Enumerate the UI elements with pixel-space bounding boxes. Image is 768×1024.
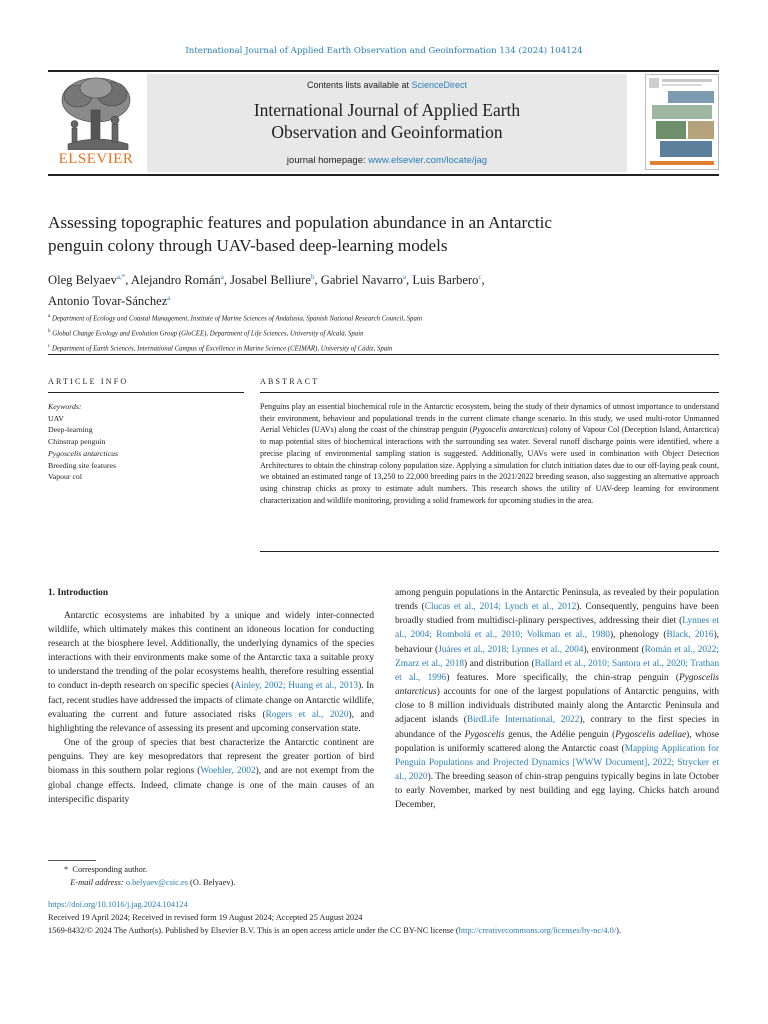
- corresponding-author-note: * Corresponding author.: [64, 865, 148, 874]
- author-separator: ,: [406, 273, 413, 288]
- affiliation-marker: a: [48, 314, 51, 319]
- affiliation-marker: b: [48, 329, 51, 335]
- running-head[interactable]: International Journal of Applied Earth Observation and Geoinformation 134 (2024) 104124: [185, 46, 583, 56]
- citation-link[interactable]: Mapping Application for Penguin Populations and Projected Dynamics [WWW Document], 2022; Strycker et al., 2020: [395, 743, 720, 783]
- citation-link[interactable]: BirdLife International, 2022: [466, 715, 580, 726]
- intro-right-column: among penguin populations in the Antarctic Peninsula, as revealed by their population trends (Clucas et al., 2014; Lynch et al., 2012). Consequently, penguins have been broadly studied from multidisci-plinary perspectives, addressing their diet (Lynnes et al., 2004; Rombolá et al., 2010; Volkman et al., 1980), phenology (Black, 2016), behaviour (Juáres et al., 2018; Lynnes et al., 2004), environment (Román et al., 2022; Zmarz et al., 2018) and distribution (Ballard et al., 2010; Santora et al., 2020; Trathan et al., 1996) features. More specifically, the chin-strap penguin (Pygoscelis antarcticus) accounts for one of the largest populations of Antarctic penguins, with close to 8 million individuals distributed mainly along the Antarctic Peninsula and adjacent islands (BirdLife International, 2022), contrary to the first species in abundance of the Pygoscelis genus, the Adélie penguin (Pygoscelis adeliae), whose population is uniformly scattered along the Antarctic coast (Mapping Application for Penguin Populations and Projected Dynamics [WWW Document], 2022; Strycker et al., 2020). The breeding season of chin-strap penguins typically begins in late October to early November, marked by nest building and egg laying. Chicks hatch around December,: [395, 588, 720, 811]
- author-name[interactable]: Antonio Tovar-Sánchez: [48, 294, 168, 309]
- citation-link[interactable]: Román et al., 2022; Zmarz et al., 2018: [395, 644, 719, 669]
- keyword-item: Breeding site features: [48, 460, 116, 470]
- affiliation-text: Global Change Ecology and Evolution Group (GloCEE), Department of Life Sciences, University of Alcalá, Spain: [52, 330, 364, 338]
- citation-link[interactable]: Ainley, 2002; Huang et al., 2013: [234, 681, 359, 692]
- masthead-rule-bottom: [48, 174, 719, 176]
- keyword-item: Vapour col: [48, 472, 82, 482]
- keyword-item: Chinstrap penguin: [48, 437, 106, 447]
- abstract-heading: ABSTRACT: [260, 377, 320, 386]
- author-affiliation-marker[interactable]: a: [167, 294, 171, 303]
- received-dates: Received 19 April 2024; Received in revised form 19 August 2024; Accepted 25 August 2024: [48, 912, 363, 922]
- citation-link[interactable]: Woehler, 2002: [200, 766, 256, 777]
- journal-homepage-link[interactable]: www.elsevier.com/locate/jag: [368, 155, 488, 166]
- intro-left-column: [48, 586, 374, 807]
- license-statement: 1569-8432/© 2024 The Author(s). Published by Elsevier B.V. This is an open access article under the CC BY-NC license (http://creativecommons.org/licenses/by-nc/4.0/).: [48, 925, 622, 935]
- author-separator: ,: [125, 273, 131, 288]
- author-name[interactable]: Alejandro Román: [130, 273, 221, 288]
- keywords-label: Keywords:: [48, 402, 82, 411]
- journal-title: International Journal of Applied Earth Observation and Geoinformation: [253, 100, 521, 142]
- abstract-text: Penguins play an essential biochemical role in the Antarctic ecosystem, being the study of their dynamics of utmost importance to understand their environment, behaviour and populational trends in the current climate change scenario. In this study, we used multi-rotor Unmanned Aerial Vehicles (UAVs) along the coast of the chinstrap penguin (Pygoscelis antarcticus) colony of Vapour Col (Deception Island, Antarctica) to map potential sites of biochemical interactions with the surrounding sea water. Several runoff discharge points were identified, where a precise placing of environmental sampling station is suggested. Additionally, UAVs were used in combination with Object Detection Architectures to obtain the chinstrap colony population size. Applying a simulation for clutch initiation dates due to our off-laying peak count, we obtained an estimated range of 13,250 to 22,000 breeding pairs in the 2021/2022 breeding season, also suggesting an alternative approach using chinstrap chicks as proxy to estimate adult numbers. This research shows the utility of UAV-deep learning for environment characterization and wildlife monitoring, providing a solid framework for upcoming studies in the area.: [260, 402, 719, 505]
- author-separator: ,: [481, 273, 485, 288]
- keyword-item: Pygoscelis antarcticus: [48, 448, 119, 458]
- abstract-rule: [260, 392, 719, 393]
- elsevier-wordmark: ELSEVIER: [58, 151, 134, 167]
- author-list: [48, 268, 728, 310]
- footnotes: [48, 864, 719, 890]
- homepage-line: journal homepage: www.elsevier.com/locate/jag: [286, 155, 488, 166]
- citation-link[interactable]: Lynnes et al., 2004; Rombolá et al., 2010; Volkman et al., 1980: [395, 616, 720, 641]
- affiliation-text: Department of Ecology and Coastal Management, Institute of Marine Sciences of Andalusia, Spanish National Research Council, Spain: [51, 315, 423, 323]
- citation-link[interactable]: Juáres et al., 2018; Lynnes et al., 2004: [438, 644, 584, 655]
- author-affiliation-marker[interactable]: a,*: [116, 273, 126, 281]
- doi-link[interactable]: https://doi.org/10.1016/j.jag.2024.104124: [48, 900, 188, 909]
- footnote-rule: [48, 860, 96, 861]
- affiliation-line: [48, 311, 728, 326]
- section-heading-introduction: 1. Introduction: [48, 588, 109, 598]
- author-separator: ,: [314, 273, 321, 288]
- author-name[interactable]: Oleg Belyaev: [48, 273, 117, 288]
- citation-link[interactable]: Black, 2016: [666, 630, 714, 641]
- contents-line: Contents lists available at ScienceDirect: [306, 80, 468, 90]
- affiliations: [48, 311, 728, 356]
- publication-details: [48, 899, 719, 937]
- section-divider: [48, 354, 719, 355]
- affiliation-text: Department of Earth Sciences, International Campus of Excellence in Marine Science (CEIMAR), University of Cádiz, Spain: [51, 345, 393, 353]
- keywords-list: [48, 401, 244, 483]
- affiliation-marker: c: [48, 344, 51, 350]
- abstract-rule-bottom: [260, 551, 719, 552]
- article-title: Assessing topographic features and population abundance in an Antarctic penguin colony through UAV-based deep-learning models: [48, 213, 553, 255]
- article-info-rule: [48, 392, 244, 393]
- intro-paragraph: One of the group of species that best characterize the Antarctic continent are penguins. They are key mesopredators that represent the greater portion of bird biomass in this southern polar regions (Woehler, 2002), and are not exempt from the global change effects. Indeed, climate change is one of the main causes of an interspecific disparity: [48, 738, 374, 805]
- author-affiliation-marker[interactable]: a: [220, 273, 224, 281]
- sciencedirect-link[interactable]: ScienceDirect: [411, 80, 468, 90]
- keyword-item: UAV: [48, 413, 64, 423]
- author-affiliation-marker[interactable]: a: [402, 273, 407, 281]
- license-link[interactable]: http://creativecommons.org/licenses/by-nc/4.0/: [458, 925, 617, 935]
- author-name[interactable]: Gabriel Navarro: [320, 273, 403, 288]
- author-name[interactable]: Luis Barbero: [412, 273, 479, 288]
- author-affiliation-marker[interactable]: c: [478, 273, 482, 281]
- author-affiliation-marker[interactable]: b: [310, 273, 315, 281]
- author-name[interactable]: Josabel Belliure: [230, 273, 311, 288]
- affiliation-line: [48, 326, 728, 341]
- masthead-rule-top: [48, 70, 719, 72]
- citation-link[interactable]: Clucas et al., 2014; Lynch et al., 2012: [424, 602, 577, 613]
- email-note: E-mail address: o.belyaev@csic.es (O. Belyaev).: [70, 877, 236, 887]
- keyword-item: Deep-learning: [48, 425, 93, 435]
- author-separator: ,: [223, 273, 231, 288]
- citation-link[interactable]: Ballard et al., 2010; Santora et al., 2020; Trathan et al., 1996: [395, 658, 719, 683]
- article-info-heading: ARTICLE INFO: [48, 377, 129, 386]
- citation-link[interactable]: Rogers et al., 2020: [265, 709, 349, 720]
- intro-paragraph: Antarctic ecosystems are inhabited by a unique and widely inter-connected wildlife, which ultimately makes this continent an idoneous location for conducting research at the biosphere level. Additionally, the underlying dynamics of the species interactions with their environments make some of the Antarctic taxa a suitable proxy to understand the trending of the polar ecosystems health, therefore resulting essential to conduct in-depth research on specific species (Ainley, 2002; Huang et al., 2013). In fact, recent studies have addressed the impacts of climate change on Antarctic wildlife, evaluating the current and future associated risks (Rogers et al., 2020), and highlighting the relevance of assessing its present and upcoming conservation state.: [48, 610, 374, 734]
- journal-cover-thumbnail[interactable]: [645, 74, 719, 170]
- email-link[interactable]: o.belyaev@csic.es: [125, 877, 188, 887]
